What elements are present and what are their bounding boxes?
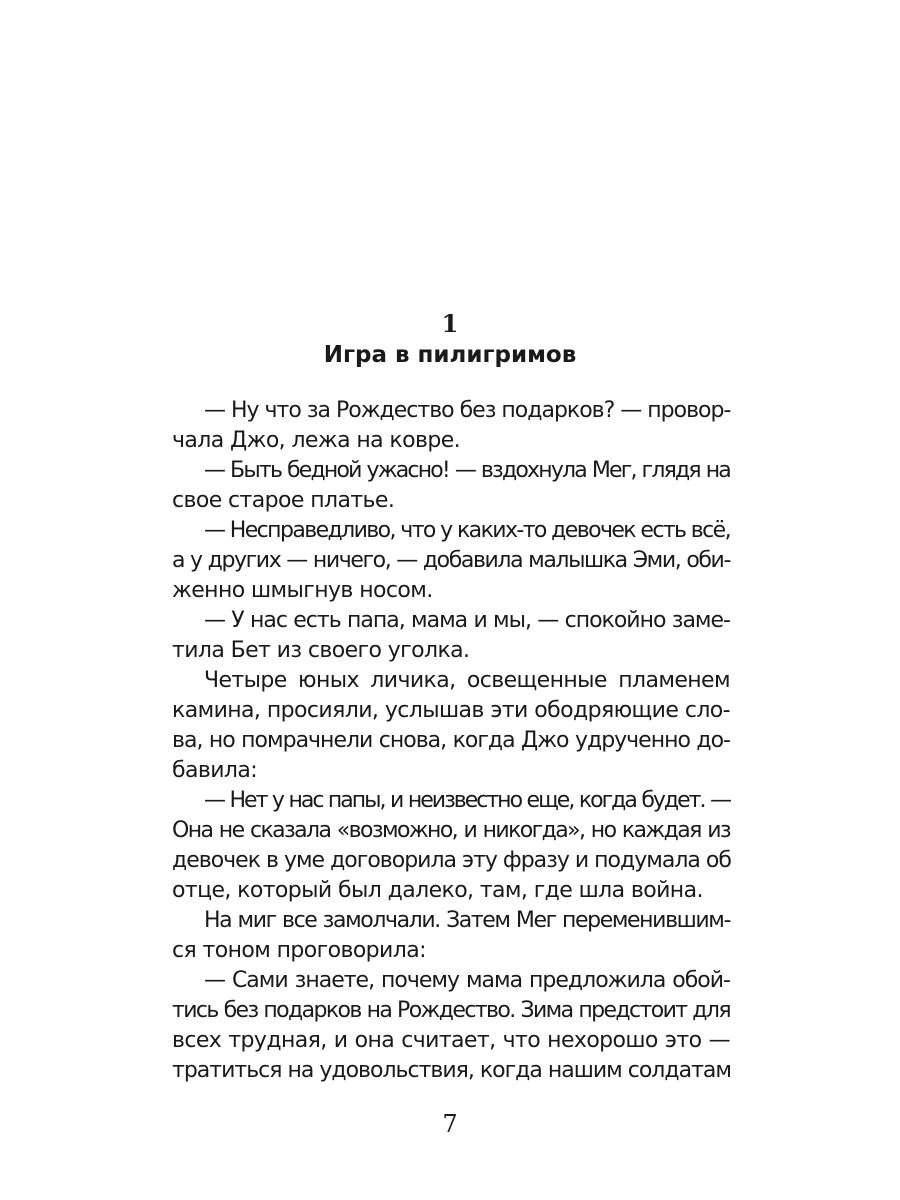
text-line: — У нас есть папа, мама и мы, — спокойно заме- (204, 608, 730, 633)
text-line: На миг все замолчали. Затем Мег переменившим- (204, 908, 730, 933)
text-line: — Несправедливо, что у каких-то девочек есть всё, (204, 518, 730, 543)
text-line: а у других — ничего, — добавила малышка Эми, оби- (172, 548, 730, 573)
chapter-title: Игра в пилигримов (323, 342, 577, 368)
text-line: тила Бет из своего уголка. (172, 638, 470, 663)
text-line: женно шмыгнув носом. (172, 578, 433, 603)
text-line: девочек в уме договорила эту фразу и подумала об (172, 848, 731, 873)
text-line: всех трудная, и она считает, что нехорошо это — (172, 1028, 730, 1053)
text-line: отце, который был далеко, там, где шла война. (172, 878, 703, 903)
chapter-number: 1 (441, 309, 459, 338)
text-line: — Быть бедной ужасно! — вздохнула Мег, глядя на (204, 458, 730, 483)
text-line: — Сами знаете, почему мама предложила обой- (204, 968, 730, 993)
text-line: — Нет у нас папы, и неизвестно еще, когда будет. — (204, 788, 730, 813)
text-line: свое старое платье. (172, 488, 395, 513)
text-line: Она не сказала «возможно, и никогда», но каждая из (172, 818, 730, 843)
text-line: камина, просияли, услышав эти ободряющие сло- (172, 698, 730, 723)
text-line: — Ну что за Рождество без подарков? — провор- (204, 398, 731, 423)
page-number: 7 (442, 1110, 458, 1138)
text-line: бавила: (172, 758, 258, 783)
text-line: чала Джо, лежа на ковре. (172, 428, 461, 453)
text-line: тратиться на удовольствия, когда нашим солдатам (172, 1058, 731, 1083)
body-text (172, 396, 730, 1086)
text-line: тись без подарков на Рождество. Зима предстоит для (172, 998, 730, 1023)
text-line: Четыре юных личика, освещенные пламенем (204, 668, 730, 693)
text-line: ся тоном проговорила: (172, 938, 426, 963)
text-line: ва, но помрачнели снова, когда Джо удрученно до- (172, 728, 730, 753)
